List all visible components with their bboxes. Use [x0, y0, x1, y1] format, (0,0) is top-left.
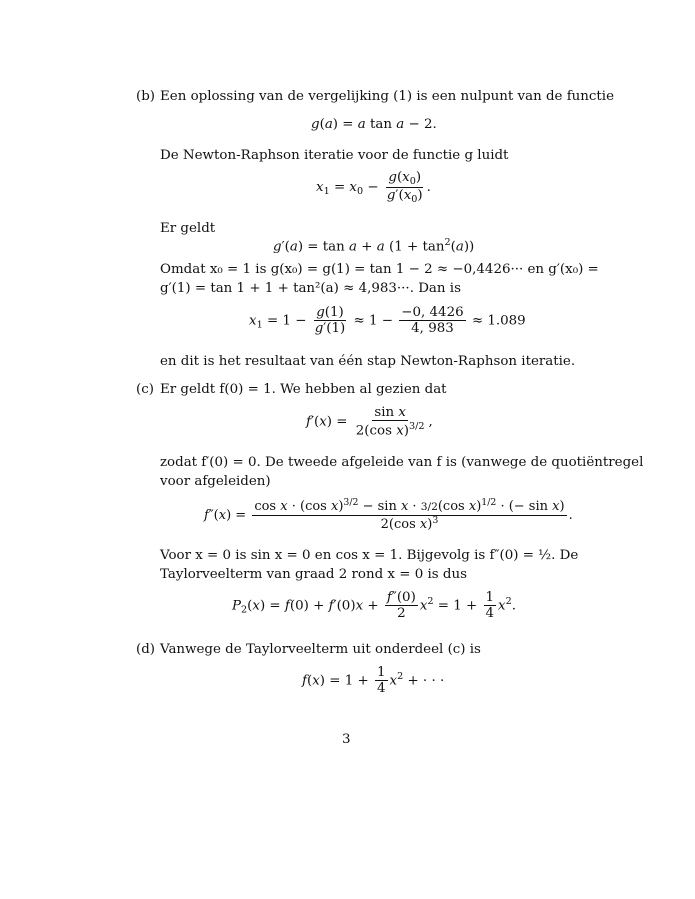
part-d-label: (d) [136, 642, 156, 657]
result-text: en dit is het resultaat van één stap Newton-Raphson iteratie. [160, 354, 576, 369]
er-geldt-text: Er geldt [160, 221, 216, 236]
part-c-line-1: Er geldt f(0) = 1. We hebben al gezien dat [160, 382, 447, 397]
part-c-label: (c) [136, 382, 154, 397]
zodat-line-2: voor afgeleiden) [160, 474, 271, 489]
page-number: 3 [342, 732, 351, 747]
voor-line-2: Taylorveelterm van graad 2 rond x = 0 is dus [160, 567, 467, 582]
equation-newton-step: $x_1 = x_0$ − $\frac{g(x_0)}{g'(x_0)}$ . [316, 170, 431, 205]
equation-f-double-prime: f″(x) = $\frac{\cos x \cdot (\cos x)^{3/2} - \sin x \cdot 3/2(\cos x)^{1/2} \cdot (- \sin x)}{2(\cos x)^3}$ . [204, 497, 573, 533]
voor-line-1: Voor x = 0 is sin x = 0 en cos x = 1. Bijgevolg is f″(0) = ½. De [160, 548, 579, 563]
equation-f-prime: f′(x) = $\frac{\text{sin x}}{2(\cos x)^{3/2}}$ , [306, 405, 433, 439]
part-d-line-1: Vanwege de Taylorveelterm uit onderdeel (c) is [160, 642, 481, 657]
zodat-line-1: zodat f′(0) = 0. De tweede afgeleide van f is (vanwege de quotiëntregel [160, 455, 644, 470]
equation-taylor-p2: $P_2(x) = f(0) + f'(0)x$ + $\frac{f''(0)}{2}$ $x^2 = 1$ + $\frac{1}{4}$ $x^2$. [232, 590, 516, 622]
equation-x1-value: $x_1 = 1$ − $\frac{g(1)}{g'(1)}$ ≈ 1 − $\frac{-0, 4426}{4, 983}$ ≈ 1.089 [249, 305, 526, 337]
equation-g-definition: g(a) = a tan a − 2. [311, 117, 437, 132]
omdat-line-1: Omdat x₀ = 1 is g(x₀) = g(1) = tan 1 − 2 ≈ −0,4426··· en g′(x₀) = [160, 262, 599, 277]
omdat-line-2: g′(1) = tan 1 + 1 + tan²(a) ≈ 4,983···. Dan is [160, 281, 461, 296]
part-b-intro: Een oplossing van de vergelijking (1) is een nulpunt van de functie [160, 89, 615, 104]
part-b-label: (b) [136, 89, 156, 104]
equation-f-expansion: f(x) = 1 + $\frac{1}{4}$ $x^2$ + · · · [302, 665, 445, 697]
newton-raphson-text: De Newton-Raphson iteratie voor de functie g luidt [160, 148, 509, 163]
equation-g-derivative: g′(a) = tan a + a $(1 + \tan^2(a))$ [273, 237, 475, 255]
